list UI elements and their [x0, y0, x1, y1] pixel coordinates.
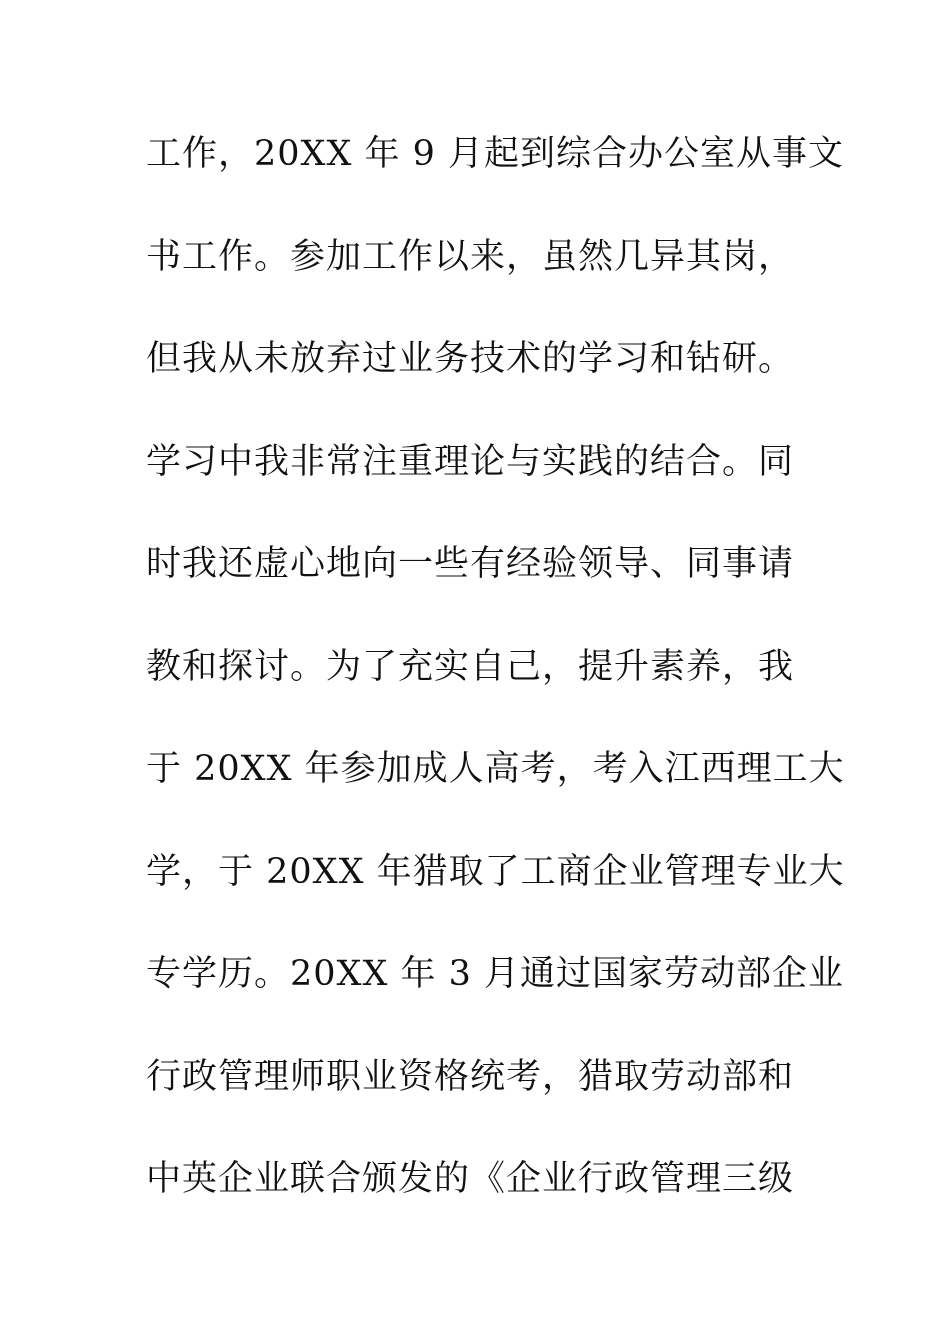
- text-line-6: 教和探讨。为了充实自己，提升素养，我: [146, 646, 795, 687]
- text-line-2: 书工作。参加工作以来，虽然几异其岗，: [146, 236, 795, 277]
- text-line-9: 专学历。20XX 年 3 月通过国家劳动部企业: [146, 954, 845, 994]
- text-line-11: 中英企业联合颁发的《企业行政管理三级: [146, 1159, 795, 1199]
- text-line-10: 行政管理师职业资格统考，猎取劳动部和: [146, 1056, 795, 1097]
- text-line-5: 时我还虚心地向一些有经验领导、同事请: [146, 544, 795, 584]
- text-line-3: 但我从未放弃过业务技术的学习和钻研。: [146, 339, 795, 379]
- text-line-8: 学，于 20XX 年猎取了工商企业管理专业大: [146, 851, 845, 892]
- text-line-4: 学习中我非常注重理论与实践的结合。同: [146, 441, 795, 482]
- text-line-7: 于 20XX 年参加成人高考，考入江西理工大: [146, 749, 845, 789]
- text-line-1: 工作，20XX 年 9 月起到综合办公室从事文: [146, 134, 845, 174]
- body-text: [146, 124, 845, 1252]
